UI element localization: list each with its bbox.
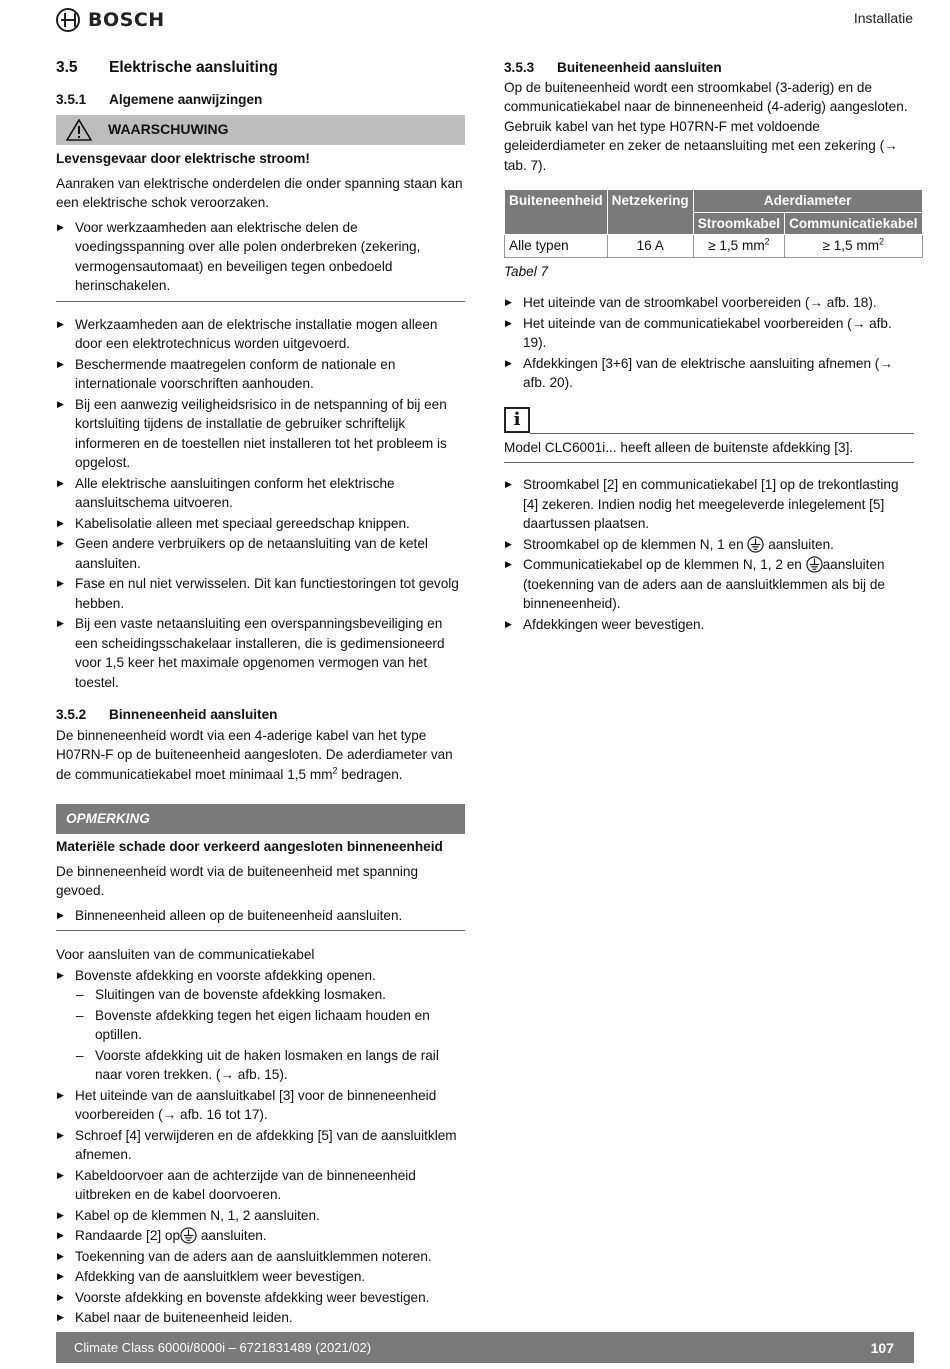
right-column — [504, 55, 918, 635]
list-item: ▶ Afdekking van de aansluitklem weer bevestigen. — [56, 1267, 465, 1287]
table-cell — [693, 235, 784, 258]
sub-list-item: – Bovenste afdekking tegen het eigen lichaam houden en optillen. — [56, 1006, 465, 1045]
heading-title: Buiteneenheid aansluiten — [557, 60, 722, 75]
list-item: ▶ Kabeldoorvoer aan de achterzijde van de binneneenheid uitbreken en de kabel doorvoeren. — [56, 1166, 465, 1205]
general-bullets — [56, 315, 465, 693]
cable-table — [504, 189, 923, 258]
list-item: ▶ Het uiteinde van de aansluitkabel [3] voor de binneneenheid voorbereiden (→ afb. 16 tot 17). — [56, 1086, 465, 1125]
paragraph-text: bedragen. — [337, 766, 403, 782]
list-item: ▶ Kabel naar de buiteneenheid leiden. — [56, 1308, 465, 1328]
note-title: Materiële schade door verkeerd aangesloten binneneenheid — [56, 839, 443, 854]
table-row — [505, 235, 923, 258]
cell-text: ≥ 1,5 mm — [822, 238, 880, 253]
note-bar — [56, 804, 465, 834]
comm-bullets — [56, 966, 465, 1328]
heading-title: Elektrische aansluiting — [109, 59, 278, 76]
bosch-logo — [56, 8, 165, 32]
header-cell: Buiteneenheid — [505, 190, 608, 235]
warning-label: WAARSCHUWING — [108, 121, 229, 138]
note-text: De binneneenheid wordt via de buiteneenheid met spanning gevoed. — [56, 863, 419, 898]
table-header-row — [505, 190, 923, 213]
paragraph-binneneenheid — [56, 726, 465, 785]
header-cell: Aderdiameter — [693, 190, 922, 213]
list-item: ▶ Afdekkingen [3+6] van de elektrische aansluiting afnemen (→ afb. 20). — [504, 354, 914, 393]
table-caption: Tabel 7 — [504, 263, 549, 279]
section-label: Installatie — [853, 10, 913, 26]
prep-bullets — [504, 293, 914, 393]
list-item: ▶ Voor werkzaamheden aan elektrische delen de voedingsspanning over alle polen onderbreken (zekering, vermogensautomaat) en beveiligen tegen onbedoeld herinschakelen. — [56, 218, 465, 296]
warning-bullets — [56, 218, 465, 296]
connect-bullets — [504, 475, 914, 634]
ground-icon — [806, 556, 823, 573]
heading-3-5-1 — [56, 90, 465, 110]
list-item: ▶ Toekenning van de aders aan de aansluitklemmen noteren. — [56, 1247, 465, 1267]
list-item: ▶ Geen andere verbruikers op de netaansluiting van de ketel aansluiten. — [56, 534, 465, 573]
list-item-text: Randaarde [2] op — [75, 1228, 181, 1243]
list-item: ▶ Voorste afdekking en bovenste afdekking weer bevestigen. — [56, 1288, 465, 1308]
table-cell: Alle typen — [505, 235, 608, 258]
list-item: ▶ Fase en nul niet verwisselen. Dit kan functiestoringen tot gevolg hebben. — [56, 574, 465, 613]
heading-number: 3.5.1 — [56, 91, 87, 107]
brand-name: BOSCH — [88, 9, 165, 31]
info-text: Model CLC6001i... heeft alleen de buitenste afdekking [3]. — [504, 439, 854, 455]
heading-title: Algemene aanwijzingen — [109, 91, 263, 107]
warning-text: Aanraken van elektrische onderdelen die onder spanning staan kan een elektrische schok veroorzaken. — [56, 175, 463, 210]
divider — [530, 433, 914, 434]
paragraph-buiteneenheid: Op de buiteneenheid wordt een stroomkabel (3-aderig) en de communicatiekabel naar de binneneenheid (4-aderig) aangesloten. Gebruik kabel van het type H07RN-F met voldoende geleiderdiameter en zeker de netaansluiting met een zekering (→ tab. 7). — [504, 79, 908, 173]
heading-3-5 — [56, 58, 465, 78]
divider — [504, 462, 914, 463]
info-icon: i — [504, 407, 530, 433]
list-item: ▶ Stroomkabel [2] en communicatiekabel [1] op de trekontlasting [4] zekeren. Indien nodig het meegeleverde inlegelement [5] daartussen plaatsen. — [504, 475, 914, 534]
list-item: ▶ Alle elektrische aansluitingen conform het elektrische aansluitschema uitvoeren. — [56, 474, 465, 513]
note-bullets — [56, 906, 465, 926]
note-label: OPMERKING — [66, 811, 150, 827]
warning-triangle-icon — [66, 119, 92, 141]
footer-doc: Climate Class 6000i/8000i – 6721831489 (2021/02) — [74, 1340, 372, 1355]
list-item-text: Stroomkabel op de klemmen N, 1 en — [523, 536, 744, 552]
divider — [56, 930, 465, 931]
page-footer — [56, 1332, 914, 1363]
list-item — [504, 535, 914, 555]
list-item-text: aansluiten (toekenning van de aders aan de aansluitklemmen als bij de binneneenheid). — [523, 557, 885, 611]
ground-icon — [180, 1227, 197, 1244]
table-cell — [785, 235, 922, 258]
sub-list-item: – Voorste afdekking uit de haken losmaken en langs de rail naar voren trekken. (→ afb. 15). — [56, 1046, 465, 1085]
list-item: ▶ Kabelisolatie alleen met speciaal gereedschap knippen. — [56, 514, 465, 534]
left-column — [56, 55, 465, 1329]
list-item: ▶ Het uiteinde van de communicatiekabel voorbereiden (→ afb. 19). — [504, 314, 914, 353]
info-header — [504, 407, 914, 433]
list-item: ▶ Bij een aanwezig veiligheidsrisico in de netspanning of bij een kortsluiting tijdens de installatie de gebruiker schriftelijk informeren en de toestellen niet installeren tot het probleem is opgelost. — [56, 395, 465, 473]
heading-number: 3.5.3 — [504, 60, 535, 75]
table-cell: 16 A — [607, 235, 693, 258]
list-item-text: Communicatiekabel op de klemmen N, 1, 2 en — [523, 557, 802, 572]
header-cell: Communicatiekabel — [785, 212, 922, 235]
superscript: 2 — [764, 236, 770, 247]
list-item: ▶ Bij een vaste netaansluiting een overspanningsbeveiliging en een scheidingsschakelaar installeren, die is gedimensioneerd voor 1,5 keer het maximale opgenomen vermogen van het toestel. — [56, 614, 465, 692]
list-item: ▶ Kabel op de klemmen N, 1, 2 aansluiten. — [56, 1206, 465, 1226]
list-item — [56, 1226, 465, 1246]
list-item — [56, 966, 465, 1085]
divider — [56, 301, 465, 302]
comm-intro: Voor aansluiten van de communicatiekabel — [56, 947, 315, 962]
sub-list — [56, 985, 465, 1085]
heading-number: 3.5 — [56, 59, 78, 76]
header-cell: Netzekering — [607, 190, 693, 235]
list-item-text: aansluiten. — [764, 536, 834, 552]
heading-3-5-3 — [504, 58, 914, 78]
ground-icon — [747, 536, 764, 553]
heading-3-5-2 — [56, 705, 465, 725]
page-number: 107 — [870, 1339, 894, 1356]
heading-title: Binneneenheid aansluiten — [109, 707, 278, 722]
bosch-logo-icon — [56, 8, 80, 32]
superscript: 2 — [332, 764, 338, 775]
list-item: ▶ Werkzaamheden aan de elektrische installatie mogen alleen door een elektrotechnicus worden uitgevoerd. — [56, 315, 465, 354]
list-item: ▶ Afdekkingen weer bevestigen. — [504, 615, 914, 635]
page-header — [0, 0, 950, 40]
warning-title: Levensgevaar door elektrische stroom! — [56, 151, 310, 166]
paragraph-text: De binneneenheid wordt via een 4-aderige kabel van het type H07RN-F op de buiteneenheid aangesloten. De aderdiameter van de communicatiekabel moet minimaal 1,5 mm — [56, 727, 453, 782]
header-cell: Stroomkabel — [693, 212, 784, 235]
sub-list-item: – Sluitingen van de bovenste afdekking losmaken. — [56, 985, 465, 1005]
list-item: ▶ Het uiteinde van de stroomkabel voorbereiden (→ afb. 18). — [504, 293, 914, 313]
list-item: ▶ Binneneenheid alleen op de buiteneenheid aansluiten. — [56, 906, 465, 926]
warning-bar — [56, 115, 465, 145]
superscript: 2 — [879, 236, 885, 247]
list-item-text: Bovenste afdekking en voorste afdekking openen. — [75, 967, 376, 983]
list-item — [504, 555, 914, 614]
list-item: ▶ Beschermende maatregelen conform de nationale en internationale voorschriften aanhouden. — [56, 355, 465, 394]
heading-number: 3.5.2 — [56, 707, 87, 722]
cell-text: ≥ 1,5 mm — [708, 238, 765, 253]
list-item-text: aansluiten. — [197, 1228, 267, 1243]
list-item: ▶ Schroef [4] verwijderen en de afdekking [5] van de aansluitklem afnemen. — [56, 1126, 465, 1165]
